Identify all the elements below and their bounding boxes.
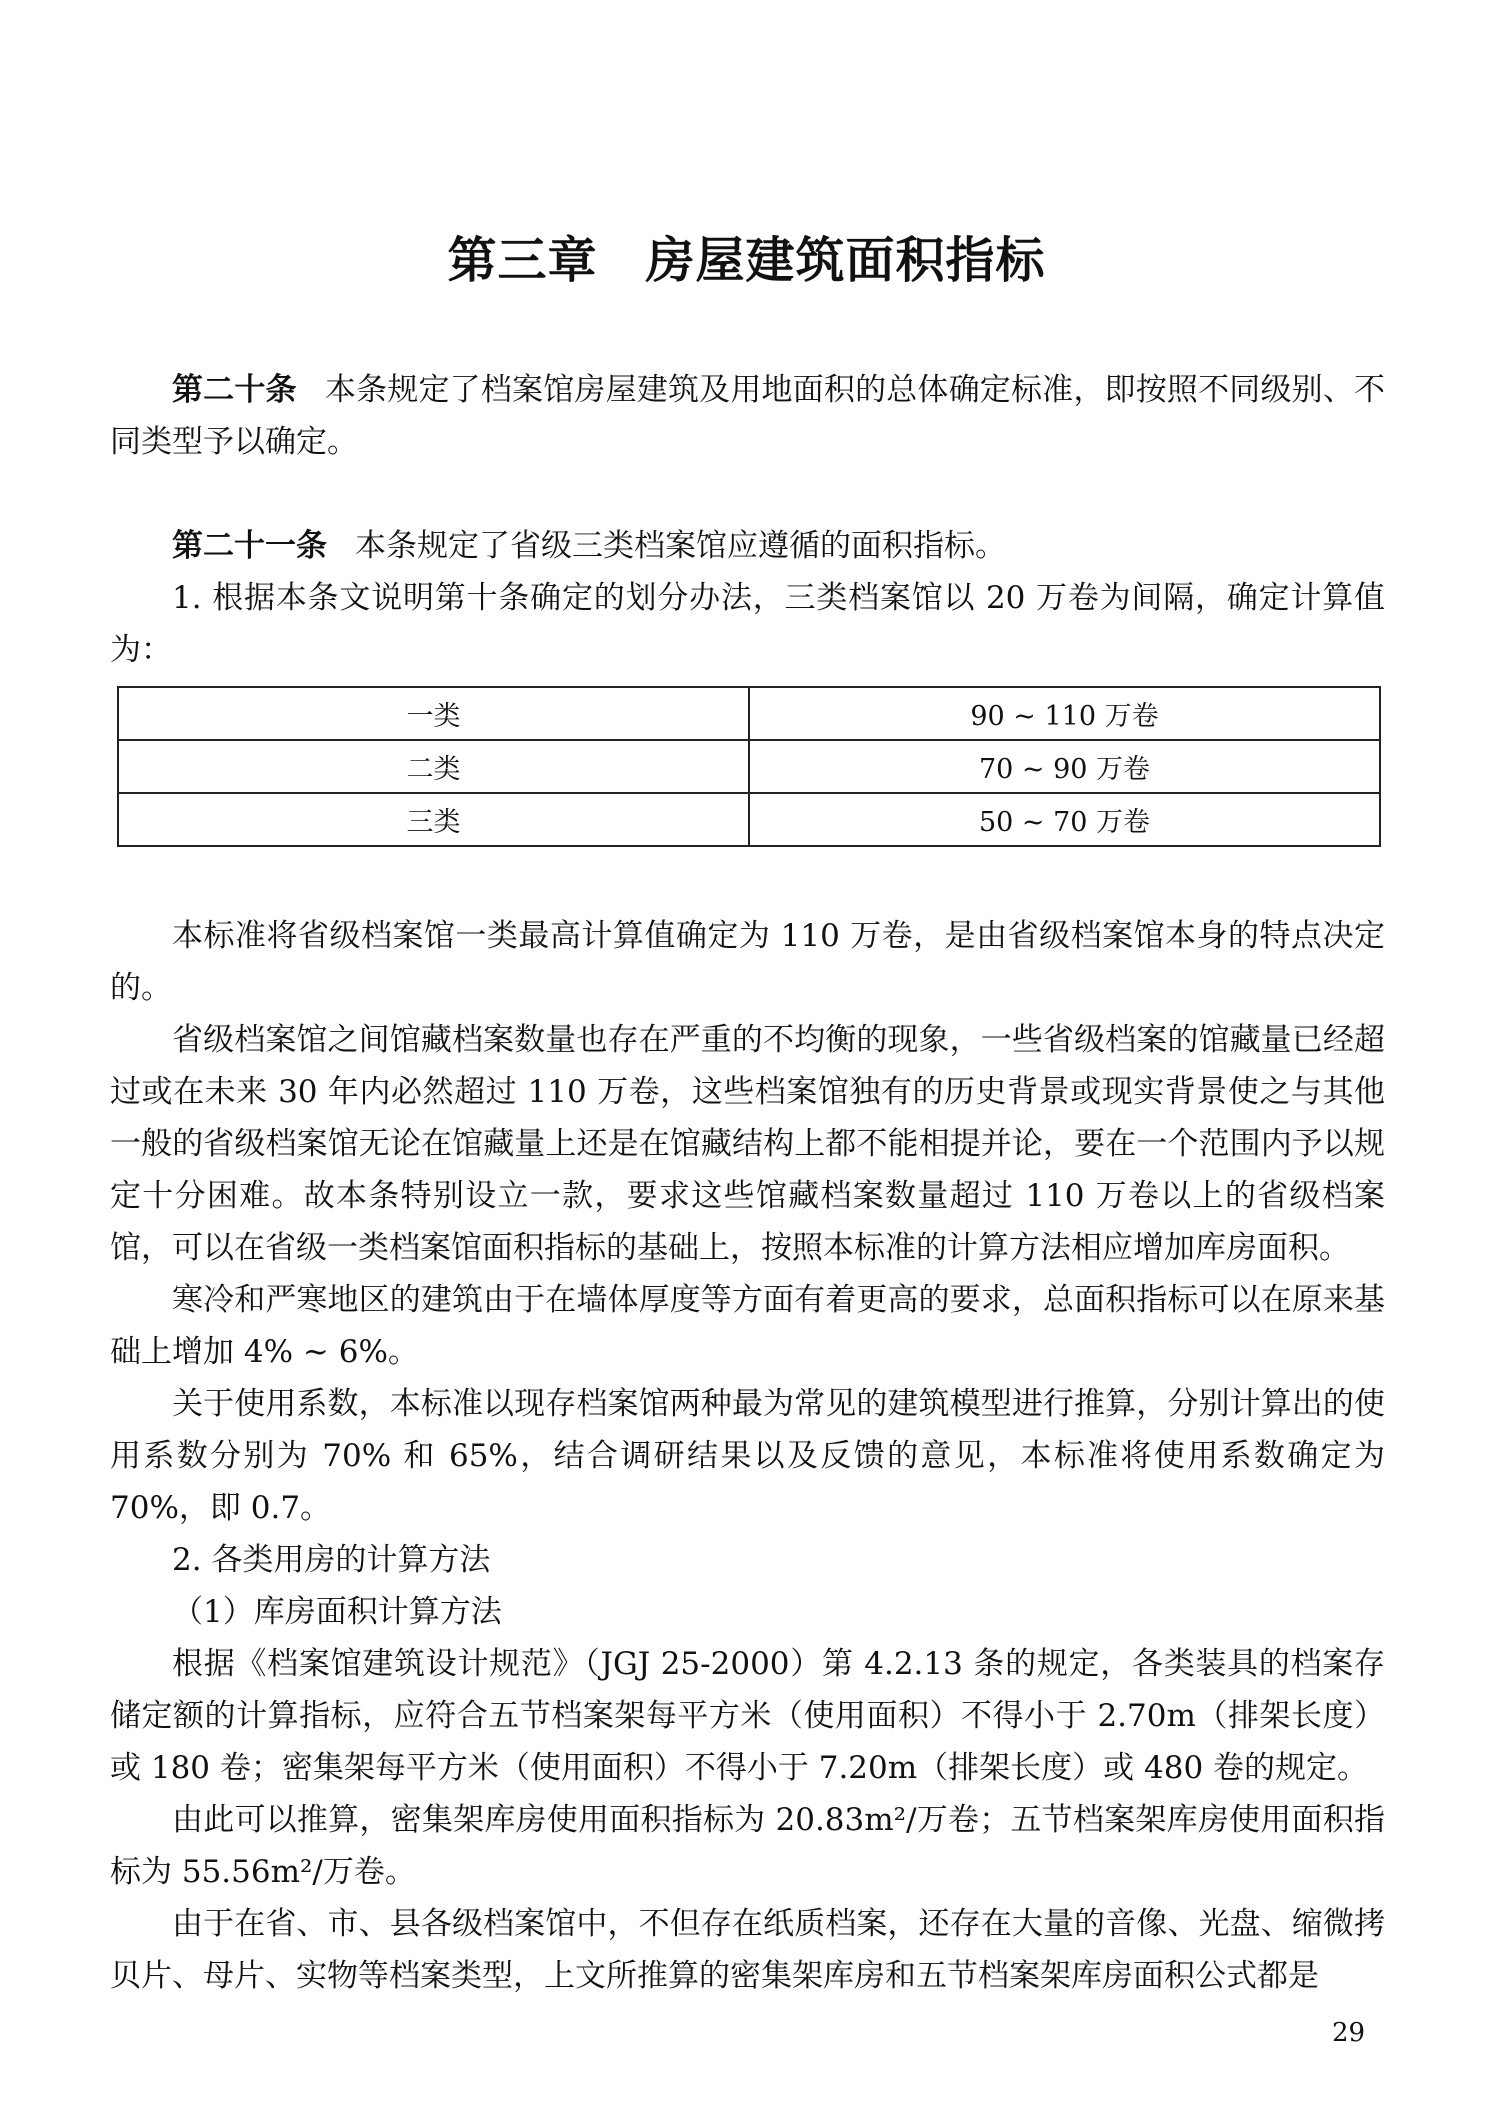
chapter-name: 房屋建筑面积指标: [645, 231, 1046, 289]
table-cell-range: 50 ~ 70 万卷: [749, 793, 1380, 846]
paragraph: 由于在省、市、县各级档案馆中，不但存在纸质档案，还存在大量的音像、光盘、缩微拷贝片、母片、实物等档案类型，上文所推算的密集架库房和五节档案架库房面积公式都是: [110, 1906, 1385, 1994]
article-21-item-1: 1. 根据本条文说明第十条确定的划分办法，三类档案馆以 20 万卷为间隔，确定计算值为：: [110, 580, 1385, 668]
body-paragraphs: [110, 910, 1385, 2002]
article-21-text: 本条规定了省级三类档案馆应遵循的面积指标。: [355, 528, 1006, 564]
subsection-heading: （1）库房面积计算方法: [172, 1594, 502, 1630]
article-20-text: 本条规定了档案馆房屋建筑及用地面积的总体确定标准，即按照不同级别、不同类型予以确定。: [110, 372, 1386, 460]
paragraph: 省级档案馆之间馆藏档案数量也存在严重的不均衡的现象，一些省级档案的馆藏量已经超过或在未来 30 年内必然超过 110 万卷，这些档案馆独有的历史背景或现实背景使之与其他一般的省级档案馆无论在馆藏量上还是在馆藏结构上都不能相提并论，要在一个范围内予以规定十分困难。故本条特别设立一款，要求这些馆藏档案数量超过 110 万卷以上的省级档案馆，可以在省级一类档案馆面积指标的基础上，按照本标准的计算方法相应增加库房面积。: [110, 1022, 1385, 1266]
table-row: [118, 687, 1380, 740]
page-number: 29: [1332, 2018, 1366, 2048]
paragraph: 关于使用系数，本标准以现存档案馆两种最为常见的建筑模型进行推算，分别计算出的使用系数分别为 70% 和 65%，结合调研结果以及反馈的意见，本标准将使用系数确定为 70%，即 0.7。: [110, 1386, 1385, 1526]
paragraph: 寒冷和严寒地区的建筑由于在墙体厚度等方面有着更高的要求，总面积指标可以在原来基础上增加 4% ~ 6%。: [110, 1282, 1385, 1370]
article-21: [110, 520, 1385, 572]
classification-table: [117, 686, 1381, 847]
article-20-block: [110, 364, 1385, 676]
article-21-label: 第二十一条: [172, 528, 327, 564]
paragraph: 由此可以推算，密集架库房使用面积指标为 20.83m²/万卷；五节档案架库房使用面积指标为 55.56m²/万卷。: [110, 1802, 1385, 1890]
table-cell-class: 一类: [118, 687, 749, 740]
table-row: [118, 740, 1380, 793]
section-heading: 2. 各类用房的计算方法: [172, 1542, 491, 1578]
chapter-title: [0, 222, 1493, 292]
table-cell-class: 二类: [118, 740, 749, 793]
paragraph: 根据《档案馆建筑设计规范》（JGJ 25-2000）第 4.2.13 条的规定，各类装具的档案存储定额的计算指标，应符合五节档案架每平方米（使用面积）不得小于 2.70m（排架长度）或 180 卷；密集架每平方米（使用面积）不得小于 7.20m（排架长度）或 480 卷的规定。: [110, 1646, 1385, 1786]
article-20: [110, 364, 1385, 468]
chapter-number: 第三章: [447, 231, 598, 289]
table-cell-range: 70 ~ 90 万卷: [749, 740, 1380, 793]
table-cell-range: 90 ~ 110 万卷: [749, 687, 1380, 740]
table-cell-class: 三类: [118, 793, 749, 846]
table-row: [118, 793, 1380, 846]
article-20-label: 第二十条: [172, 372, 297, 408]
paragraph: 本标准将省级档案馆一类最高计算值确定为 110 万卷，是由省级档案馆本身的特点决定的。: [110, 918, 1385, 1006]
